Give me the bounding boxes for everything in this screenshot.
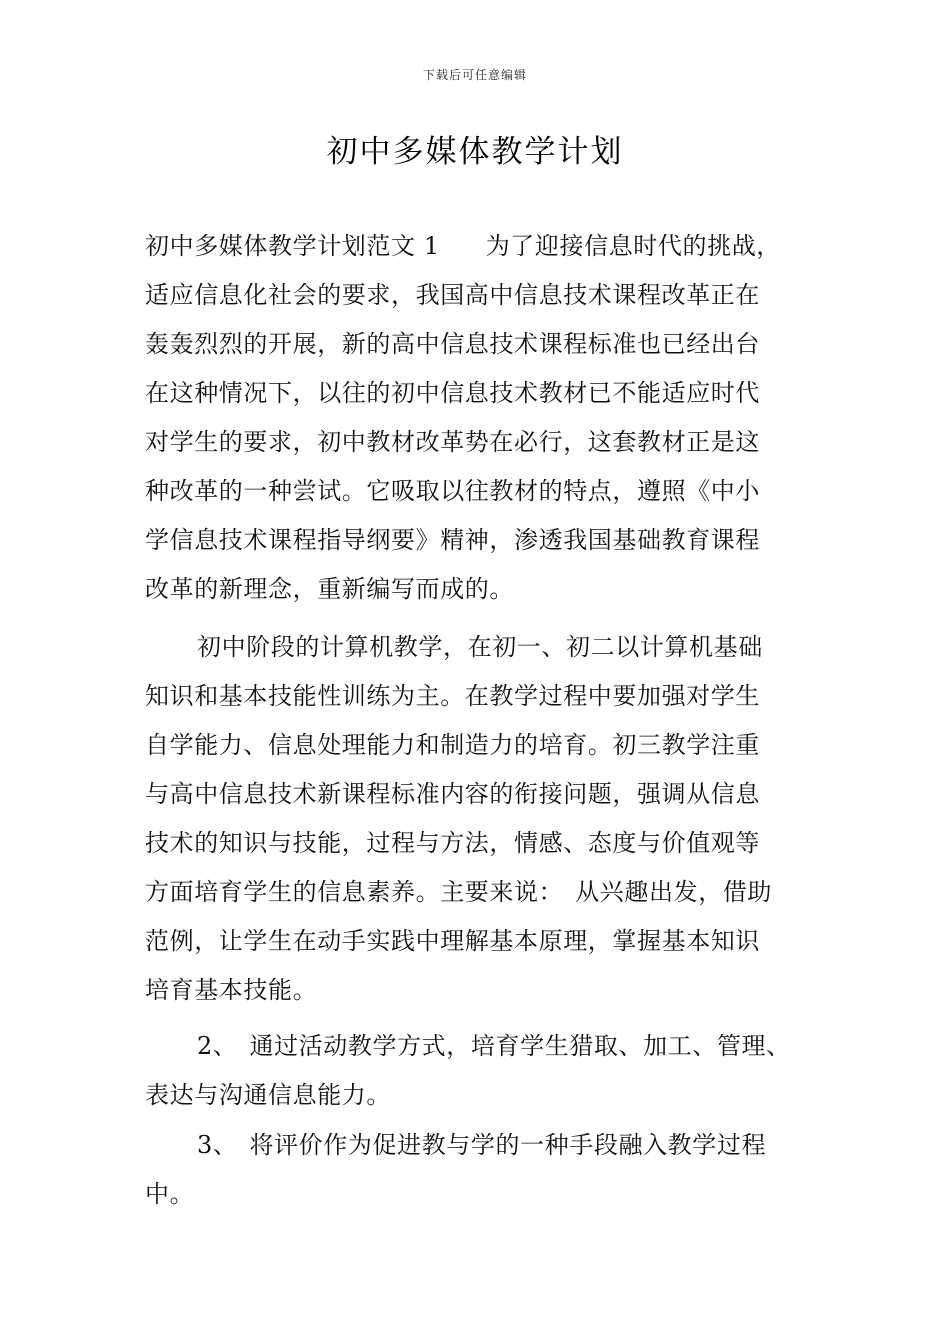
paragraph-line: 知识和基本技能性训练为主。在教学过程中要加强对学生 bbox=[145, 682, 760, 710]
paragraph-line: 自学能力、信息处理能力和制造力的培育。初三教学注重 bbox=[145, 731, 760, 759]
list-item-2 bbox=[145, 1022, 791, 1120]
paragraph-text: 将评价作为促进教与学的一种手段融入教学过程 bbox=[249, 1131, 767, 1159]
paragraph-line bbox=[145, 1022, 791, 1071]
paragraph-line bbox=[145, 1121, 766, 1170]
paragraph-line: 培育基本技能。 bbox=[145, 976, 318, 1004]
paragraph-text: 方面培育学生的信息素养。主要来说： bbox=[145, 878, 564, 906]
paragraph-line bbox=[145, 222, 781, 271]
paragraph-line: 表达与沟通信息能力。 bbox=[145, 1081, 391, 1109]
paragraph-line: 对学生的要求，初中教材改革势在必行，这套教材正是这 bbox=[145, 428, 760, 456]
header-note: 下载后可任意编辑 bbox=[422, 68, 527, 82]
paragraph-line: 与高中信息技术新课程标准内容的衔接问题，强调从信息 bbox=[145, 780, 760, 808]
paragraph-line: 种改革的一种尝试。它吸取以往教材的特点，遵照《中小 bbox=[145, 477, 760, 505]
list-number: 3、 bbox=[197, 1131, 238, 1159]
paragraph-text: 从兴趣出发，借助 bbox=[575, 878, 773, 906]
paragraph-line: 学信息技术课程指导纲要》精神，渗透我国基础教育课程 bbox=[145, 526, 760, 554]
list-item-3 bbox=[145, 1121, 766, 1219]
paragraph-line: 改革的新理念，重新编写而成的。 bbox=[145, 575, 514, 603]
paragraph-text: 通过活动教学方式，培育学生猎取、加工、管理、 bbox=[249, 1032, 791, 1060]
paragraph-line: 轰轰烈烈的开展，新的高中信息技术课程标准也已经出台 bbox=[145, 330, 760, 358]
paragraph-stages bbox=[145, 623, 772, 1015]
paragraph-line: 范例，让学生在动手实践中理解基本原理，掌握基本知识 bbox=[145, 927, 760, 955]
paragraph-line: 技术的知识与技能，过程与方法，情感、态度与价值观等 bbox=[145, 829, 760, 857]
paragraph-line: 在这种情况下，以往的初中信息技术教材已不能适应时代 bbox=[145, 379, 760, 407]
paragraph-line: 中。 bbox=[145, 1180, 195, 1208]
paragraph-line: 适应信息化社会的要求，我国高中信息技术课程改革正在 bbox=[145, 281, 760, 309]
document-title: 初中多媒体教学计划 bbox=[326, 134, 624, 170]
list-number: 2、 bbox=[197, 1032, 238, 1060]
paragraph-line: 初中阶段的计算机教学，在初一、初二以计算机基础 bbox=[197, 633, 763, 661]
paragraph-intro bbox=[145, 222, 781, 614]
section-lead: 初中多媒体教学计划范文 1 bbox=[145, 232, 440, 260]
paragraph-line bbox=[145, 868, 772, 917]
paragraph-text: 为了迎接信息时代的挑战， bbox=[485, 232, 781, 260]
